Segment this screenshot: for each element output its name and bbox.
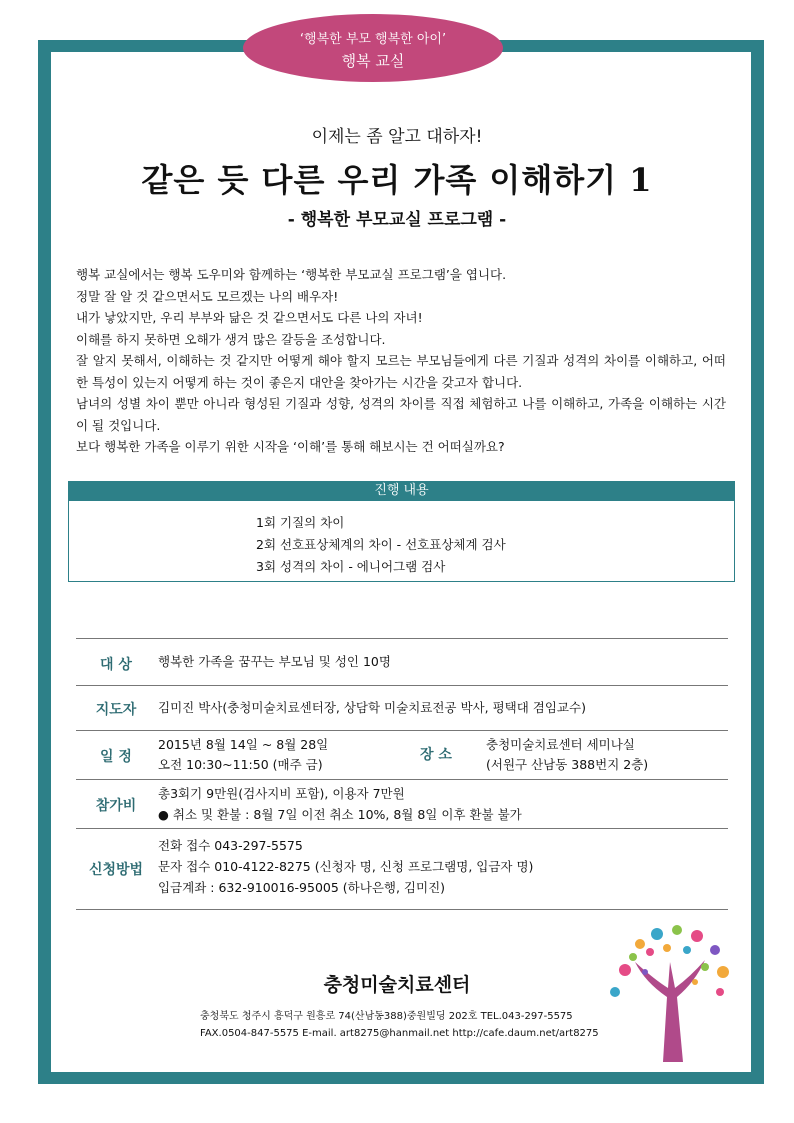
center-name: 충청미술치료센터 <box>323 974 471 996</box>
place-label: 장 소 <box>420 747 452 763</box>
session-item-3: 3회 성격의 차이 - 에니어그램 검사 <box>256 559 446 574</box>
program-badge <box>243 14 503 82</box>
place-name: 충청미술치료센터 세미나실 <box>486 737 635 752</box>
fee-label: 참가비 <box>95 798 137 814</box>
contents-heading: 진행 내용 <box>68 481 735 501</box>
schedule-label: 일 정 <box>100 749 132 765</box>
badge-slogan: ‘행복한 부모 행복한 아이’ <box>299 32 447 47</box>
info-row-instructor <box>76 686 728 731</box>
page-title: 같은 듯 다른 우리 가족 이해하기 1 <box>141 161 653 199</box>
info-row-fee <box>76 780 728 829</box>
apply-label: 신청방법 <box>88 862 144 878</box>
page-subtitle: 이제는 좀 알고 대하자! <box>311 127 483 147</box>
intro-line: 이해를 하지 못하면 오해가 생겨 많은 갈등을 조성합니다. <box>76 331 386 347</box>
instructor-label: 지도자 <box>95 702 137 718</box>
target-label: 대 상 <box>100 657 132 673</box>
instructor-value: 김미진 박사(충청미술치료센터장, 상담학 미술치료전공 박사, 평택대 겸임교수) <box>158 700 586 715</box>
center-address: 충청북도 청주시 흥덕구 원흥로 74(산남동388)중원빌딩 202호 TEL.043-297-5575 <box>200 1011 573 1022</box>
intro-text <box>76 264 726 458</box>
program-name: - 행복한 부모교실 프로그램 - <box>287 210 507 230</box>
intro-line: 보다 행복한 가족을 이루기 위한 시작을 ‘이해’를 통해 해보시는 건 어떠실까요? <box>76 439 505 454</box>
schedule-time: 오전 10:30~11:50 (매주 금) <box>158 757 323 772</box>
tree-logo-icon <box>605 922 735 1062</box>
info-row-apply <box>76 829 728 910</box>
intro-line: 잘 알지 못해서, 이해하는 것 같지만 어떻게 해야 할지 모르는 부모님들에게 다른 기질과 성격의 차이를 이해하고, 어떠한 특성이 있는지 어떻게 하는 것이 좋은지 대안을 찾아가는 시간을 갖고자 합니다. <box>76 353 726 390</box>
fee-amount: 총3회기 9만원(검사지비 포함), 이용자 7만원 <box>158 786 405 801</box>
info-row-target <box>76 639 728 686</box>
session-item-2: 2회 선호표상체계의 차이 - 선호표상체계 검사 <box>256 537 506 552</box>
refund-policy: ● 취소 및 환불 : 8월 7일 이전 취소 10%, 8월 8일 이후 환불 불가 <box>158 807 522 822</box>
intro-line: 내가 낳았지만, 우리 부부와 닮은 것 같으면서도 다른 나의 자녀! <box>76 310 423 325</box>
apply-account: 입금계좌 : 632-910016-95005 (하나은행, 김미진) <box>158 880 446 895</box>
intro-line: 행복 교실에서는 행복 도우미와 함께하는 ‘행복한 부모교실 프로그램’을 엽니다. <box>76 267 507 282</box>
schedule-date: 2015년 8월 14일 ~ 8월 28일 <box>158 737 329 752</box>
intro-line: 남녀의 성별 차이 뿐만 아니라 형성된 기질과 성향, 성격의 차이를 직접 체험하고 나를 이해하고, 가족을 이해하는 시간이 될 것입니다. <box>76 396 726 433</box>
apply-phone: 전화 접수 043-297-5575 <box>158 838 303 853</box>
target-value: 행복한 가족을 꿈꾸는 부모님 및 성인 10명 <box>158 654 391 669</box>
center-contact: FAX.0504-847-5575 E-mail. art8275@hanmail.net http://cafe.daum.net/art8275 <box>200 1028 599 1039</box>
place-address: (서원구 산남동 388번지 2층) <box>486 757 649 772</box>
badge-title: 행복 교실 <box>341 52 405 70</box>
session-item-1: 1회 기질의 차이 <box>256 515 345 530</box>
apply-sms: 문자 접수 010-4122-8275 (신청자 명, 신청 프로그램명, 입금자 명) <box>158 859 534 874</box>
intro-line: 정말 잘 알 것 같으면서도 모르겠는 나의 배우자! <box>76 288 339 304</box>
contents-box <box>68 501 735 582</box>
info-table <box>76 638 728 910</box>
info-row-schedule <box>76 731 728 780</box>
